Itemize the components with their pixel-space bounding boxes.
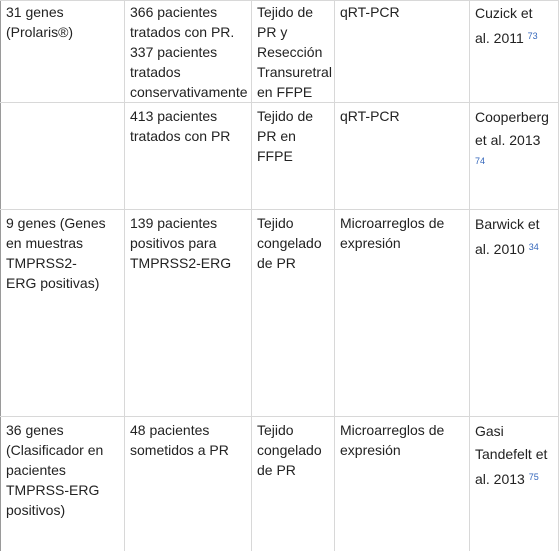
method-cell: qRT-PCR [335, 1, 470, 103]
citation-cell [470, 210, 559, 417]
cohort-cell: 48 pacientes sometidos a PR [125, 417, 252, 551]
cohort-cell: 366 pacientes tratados con PR. 337 pacientes tratados conservativamente [125, 1, 252, 103]
table-row [1, 1, 559, 103]
cohort-cell: 413 pacientes tratados con PR [125, 103, 252, 210]
reference-link[interactable]: 73 [527, 31, 538, 41]
tissue-cell: Tejido congelado de PR [252, 210, 335, 417]
reference-link[interactable]: 75 [528, 472, 539, 482]
citation-text: Cuzick et al. 2011 [475, 5, 533, 46]
table-row [1, 103, 559, 210]
reference-link[interactable]: 34 [528, 242, 539, 252]
signature-cell: 31 genes (Prolaris®) [1, 1, 125, 103]
tissue-cell: Tejido de PR y Resección Transuretral en FFPE [252, 1, 335, 103]
method-cell: Microarreglos de expresión [335, 417, 470, 551]
citation-cell [470, 103, 559, 210]
reference-link[interactable]: 74 [475, 156, 486, 166]
citation-cell [470, 417, 559, 551]
table-row [1, 210, 559, 417]
signature-cell [1, 103, 125, 210]
citation-cell [470, 1, 559, 103]
citation-text: Barwick et al. 2010 [475, 216, 540, 257]
citation-text: Gasi Tandefelt et al. 2013 [475, 423, 548, 487]
tissue-cell: Tejido congelado de PR [252, 417, 335, 551]
table-row [1, 417, 559, 551]
signature-cell: 36 genes (Clasificador en pacientes TMPRSS-ERG positivos) [1, 417, 125, 551]
cohort-cell: 139 pacientes positivos para TMPRSS2-ERG [125, 210, 252, 417]
method-cell: Microarreglos de expresión [335, 210, 470, 417]
tissue-cell: Tejido de PR en FFPE [252, 103, 335, 210]
citation-text: Cooperberg et al. 2013 [475, 109, 549, 148]
signature-cell: 9 genes (Genes en muestras TMPRSS2- ERG positivas) [1, 210, 125, 417]
method-cell: qRT-PCR [335, 103, 470, 210]
